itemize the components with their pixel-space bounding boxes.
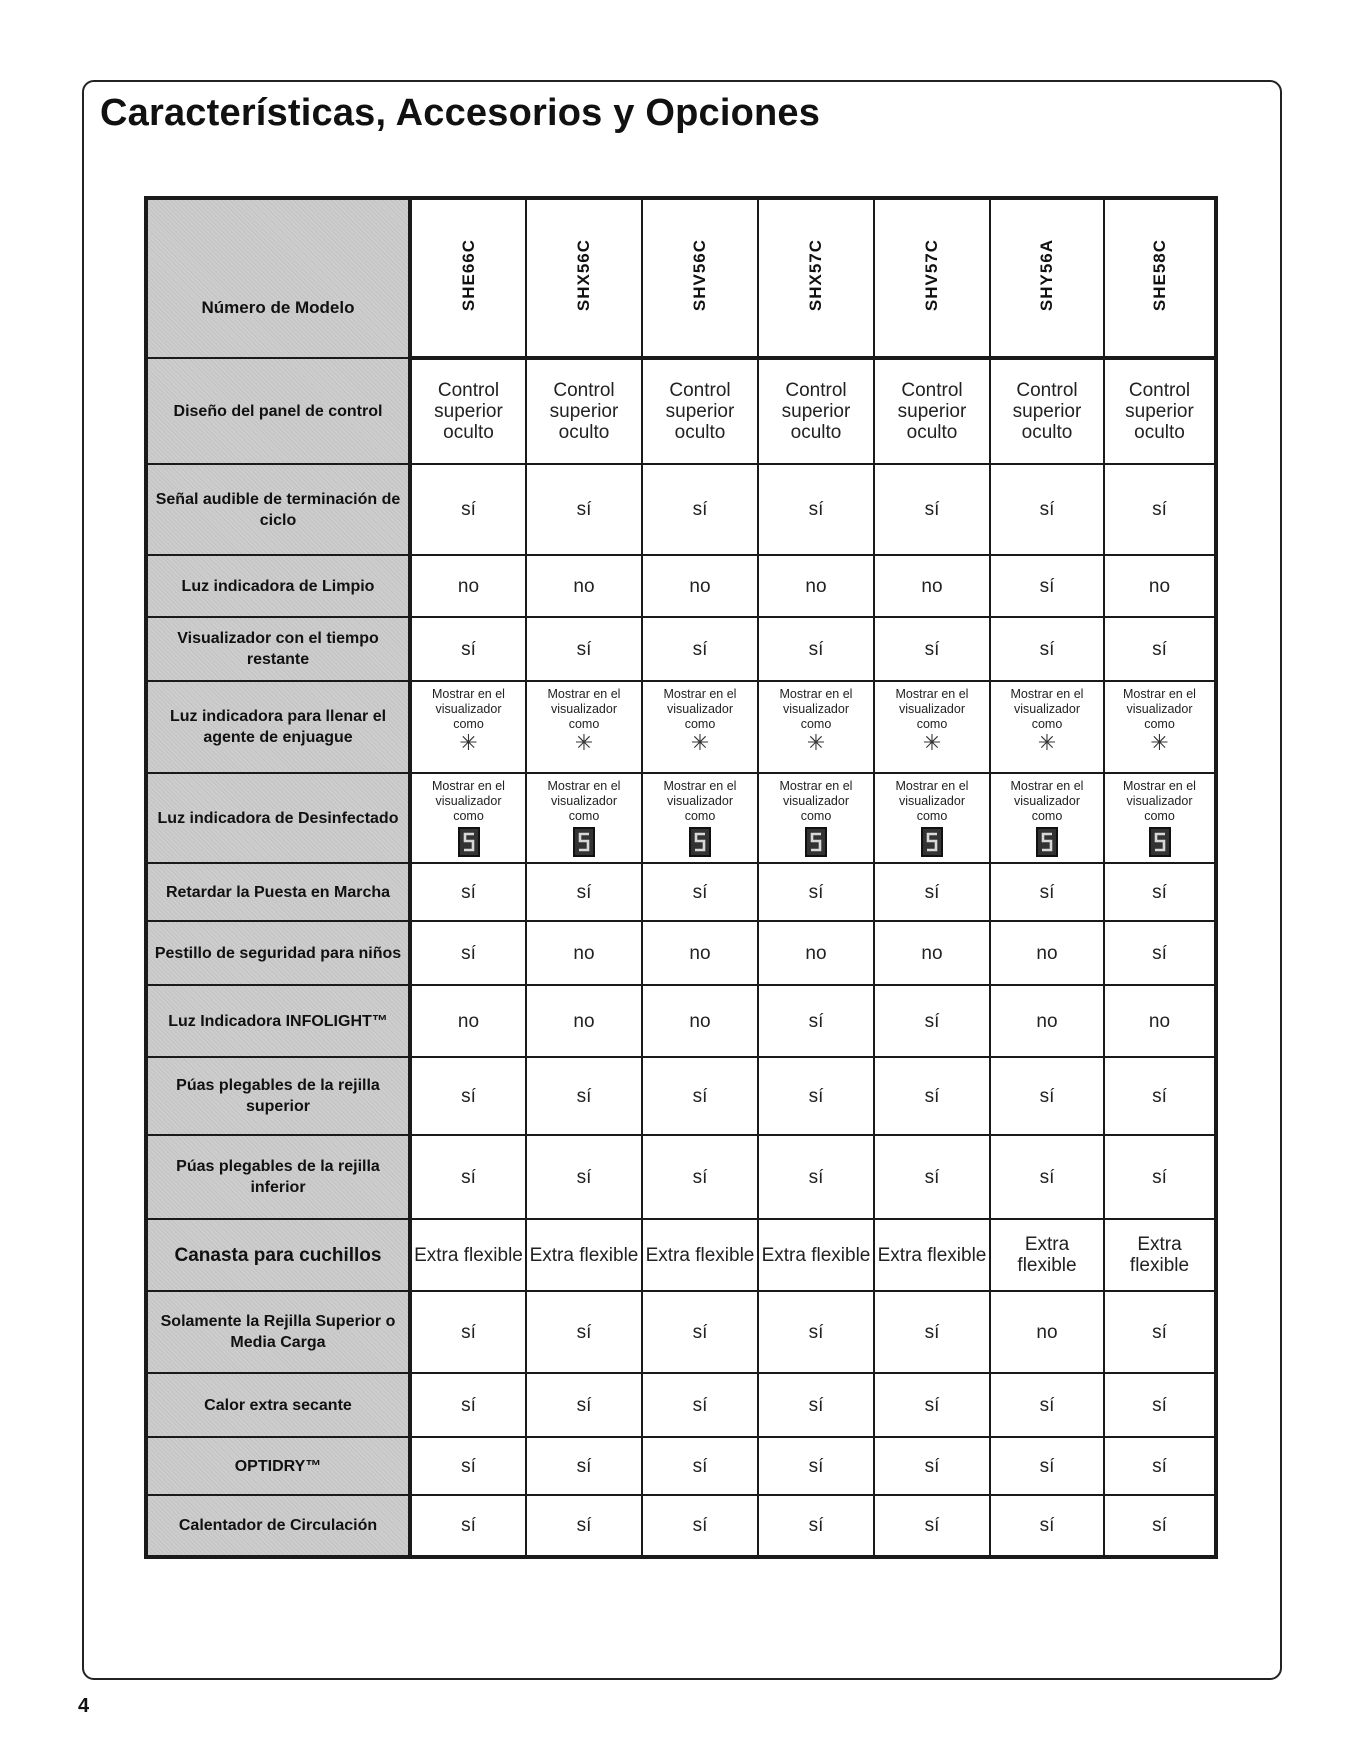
feature-row-luz-indicadora-de-limpio	[146, 555, 1216, 617]
model-she66c	[410, 198, 526, 358]
feature-label: Solamente la Rejilla Superior o Media Carga	[146, 1291, 410, 1373]
feature-row-calor-extra-secante	[146, 1373, 1216, 1437]
feature-value-text: Mostrar en el visualizador como	[895, 779, 969, 823]
model-number: SHX57C	[806, 239, 825, 312]
feature-value: sí	[990, 1135, 1104, 1219]
snowflake-icon: ✳	[1037, 730, 1057, 755]
feature-value-text: Mostrar en el visualizador como	[1010, 779, 1084, 823]
feature-label: Pestillo de seguridad para niños	[146, 921, 410, 985]
feature-value: sí	[990, 1373, 1104, 1437]
feature-row-diseno-del-panel-de-control	[146, 358, 1216, 464]
feature-value-text: Mostrar en el visualizador como	[1123, 779, 1196, 823]
page-number: 4	[78, 1695, 90, 1717]
feature-row-pestillo-de-seguridad-para-ninos	[146, 921, 1216, 985]
feature-value: sí	[410, 1437, 526, 1495]
feature-value-text: Mostrar en el visualizador como	[1010, 687, 1084, 731]
feature-value-text: Mostrar en el visualizador como	[1123, 687, 1196, 731]
feature-value: sí	[1104, 464, 1216, 555]
features-table	[144, 196, 1218, 1559]
feature-value: sí	[758, 1057, 874, 1135]
feature-value: sí	[410, 617, 526, 681]
sanitize-s-icon	[805, 827, 827, 857]
feature-value: Control superior oculto	[874, 358, 990, 464]
feature-value	[758, 681, 874, 773]
feature-value: sí	[874, 464, 990, 555]
feature-value: no	[642, 985, 758, 1057]
feature-row-optidry	[146, 1437, 1216, 1495]
feature-row-solamente-la-rejilla-superior-o-media-carga	[146, 1291, 1216, 1373]
feature-row-senal-audible-de-terminacion-de-ciclo	[146, 464, 1216, 555]
feature-value: sí	[1104, 863, 1216, 921]
feature-value	[410, 773, 526, 863]
snowflake-icon: ✳	[574, 730, 594, 755]
feature-value: sí	[990, 1495, 1104, 1557]
sanitize-s-icon	[1149, 827, 1171, 857]
feature-value: no	[758, 921, 874, 985]
features-body	[146, 358, 1216, 1557]
feature-value: sí	[410, 1291, 526, 1373]
feature-value: Control superior oculto	[642, 358, 758, 464]
feature-value: sí	[874, 617, 990, 681]
model-number: SHE58C	[1149, 239, 1169, 312]
feature-value: Extra flexible	[1104, 1219, 1216, 1291]
feature-value: sí	[874, 1495, 990, 1557]
feature-value: sí	[990, 863, 1104, 921]
feature-value: sí	[526, 1291, 642, 1373]
feature-value: Extra flexible	[990, 1219, 1104, 1291]
feature-value: no	[410, 555, 526, 617]
feature-value-text: Mostrar en el visualizador como	[547, 687, 621, 731]
feature-value: sí	[526, 1373, 642, 1437]
feature-value: sí	[758, 617, 874, 681]
feature-value-text: Mostrar en el visualizador como	[663, 687, 737, 731]
feature-value: sí	[874, 1373, 990, 1437]
feature-value: sí	[642, 1057, 758, 1135]
model-number-label: Número de Modelo	[146, 198, 410, 358]
feature-label: Luz indicadora para llenar el agente de enjuague	[146, 681, 410, 773]
feature-value: sí	[410, 1135, 526, 1219]
feature-value	[1104, 773, 1216, 863]
model-shx56c	[526, 198, 642, 358]
feature-value: sí	[410, 1495, 526, 1557]
model-number: SHV57C	[922, 239, 941, 312]
feature-value	[642, 773, 758, 863]
feature-row-visualizador-con-el-tiempo-restante	[146, 617, 1216, 681]
feature-value: sí	[526, 617, 642, 681]
feature-value: sí	[410, 1373, 526, 1437]
feature-value: sí	[526, 1057, 642, 1135]
feature-value: sí	[758, 1291, 874, 1373]
feature-value: Extra flexible	[758, 1219, 874, 1291]
feature-label: Visualizador con el tiempo restante	[146, 617, 410, 681]
feature-value-text: Mostrar en el visualizador como	[895, 687, 969, 731]
feature-value: sí	[1104, 617, 1216, 681]
feature-value: sí	[1104, 921, 1216, 985]
model-shv57c	[874, 198, 990, 358]
feature-value: no	[410, 985, 526, 1057]
feature-value: sí	[874, 863, 990, 921]
model-shv56c	[642, 198, 758, 358]
feature-row-luz-indicadora-para-llenar-el-agente-de-enjuague	[146, 681, 1216, 773]
feature-value: Extra flexible	[526, 1219, 642, 1291]
feature-value: sí	[410, 863, 526, 921]
feature-value-text: Mostrar en el visualizador como	[432, 687, 505, 731]
feature-value-text: Mostrar en el visualizador como	[779, 779, 853, 823]
feature-value: no	[642, 555, 758, 617]
feature-value: no	[1104, 985, 1216, 1057]
feature-value	[758, 773, 874, 863]
feature-value: no	[758, 555, 874, 617]
feature-value: sí	[642, 464, 758, 555]
feature-value: sí	[1104, 1495, 1216, 1557]
model-shy56a	[990, 198, 1104, 358]
feature-value: sí	[758, 1373, 874, 1437]
feature-value: no	[874, 555, 990, 617]
feature-value: sí	[874, 985, 990, 1057]
feature-value	[526, 773, 642, 863]
feature-value: no	[990, 985, 1104, 1057]
model-number: SHV56C	[690, 239, 709, 312]
feature-label: Diseño del panel de control	[146, 358, 410, 464]
feature-value: sí	[874, 1291, 990, 1373]
model-shx57c	[758, 198, 874, 358]
feature-value: sí	[874, 1437, 990, 1495]
feature-value: no	[526, 985, 642, 1057]
feature-value: no	[526, 555, 642, 617]
feature-value: no	[990, 1291, 1104, 1373]
snowflake-icon: ✳	[922, 730, 942, 755]
feature-value-text: Mostrar en el visualizador como	[547, 779, 621, 823]
feature-value	[990, 773, 1104, 863]
feature-value: sí	[1104, 1057, 1216, 1135]
model-she58c	[1104, 198, 1216, 358]
feature-value: Extra flexible	[410, 1219, 526, 1291]
feature-value: sí	[642, 1373, 758, 1437]
feature-value: Control superior oculto	[758, 358, 874, 464]
feature-row-puas-plegables-de-la-rejilla-superior	[146, 1057, 1216, 1135]
snowflake-icon: ✳	[806, 730, 826, 755]
sanitize-s-icon	[1036, 827, 1058, 857]
feature-label: Canasta para cuchillos	[146, 1219, 410, 1291]
feature-value	[1104, 681, 1216, 773]
feature-row-canasta-para-cuchillos	[146, 1219, 1216, 1291]
feature-value: sí	[758, 1495, 874, 1557]
feature-value-text: Mostrar en el visualizador como	[779, 687, 853, 731]
feature-value: sí	[990, 555, 1104, 617]
feature-value: sí	[758, 1437, 874, 1495]
feature-value: sí	[1104, 1437, 1216, 1495]
feature-value: sí	[1104, 1291, 1216, 1373]
snowflake-icon: ✳	[690, 730, 710, 755]
feature-row-calentador-de-circulacion	[146, 1495, 1216, 1557]
feature-value	[642, 681, 758, 773]
feature-label: Señal audible de terminación de ciclo	[146, 464, 410, 555]
feature-label: OPTIDRY™	[146, 1437, 410, 1495]
sanitize-s-icon	[458, 827, 480, 857]
feature-value: sí	[1104, 1373, 1216, 1437]
sanitize-s-icon	[921, 827, 943, 857]
feature-value: sí	[642, 1437, 758, 1495]
feature-label: Calor extra secante	[146, 1373, 410, 1437]
feature-value: sí	[642, 863, 758, 921]
feature-value: no	[1104, 555, 1216, 617]
feature-value	[526, 681, 642, 773]
feature-row-puas-plegables-de-la-rejilla-inferior	[146, 1135, 1216, 1219]
feature-value-text: Mostrar en el visualizador como	[432, 779, 505, 823]
feature-row-retardar-la-puesta-en-marcha	[146, 863, 1216, 921]
feature-value: sí	[526, 863, 642, 921]
feature-value	[874, 773, 990, 863]
feature-value: sí	[990, 1057, 1104, 1135]
feature-value: Control superior oculto	[410, 358, 526, 464]
feature-value: sí	[642, 1495, 758, 1557]
feature-value: Extra flexible	[642, 1219, 758, 1291]
feature-value	[410, 681, 526, 773]
feature-value: Control superior oculto	[526, 358, 642, 464]
model-number: SHY56A	[1037, 239, 1056, 312]
feature-row-luz-indicadora-infolight	[146, 985, 1216, 1057]
page-title: Características, Accesorios y Opciones	[100, 92, 821, 134]
feature-value: sí	[758, 464, 874, 555]
model-number: SHE66C	[458, 239, 478, 312]
feature-label: Calentador de Circulación	[146, 1495, 410, 1557]
feature-value: sí	[990, 464, 1104, 555]
feature-value: sí	[642, 1291, 758, 1373]
feature-value: sí	[410, 464, 526, 555]
feature-label: Luz indicadora de Desinfectado	[146, 773, 410, 863]
feature-value: sí	[874, 1057, 990, 1135]
feature-value: sí	[1104, 1135, 1216, 1219]
feature-value: sí	[526, 1495, 642, 1557]
sanitize-s-icon	[689, 827, 711, 857]
feature-value: sí	[874, 1135, 990, 1219]
feature-value: sí	[990, 1437, 1104, 1495]
feature-value: no	[642, 921, 758, 985]
feature-value: no	[526, 921, 642, 985]
feature-value	[874, 681, 990, 773]
feature-label: Luz Indicadora INFOLIGHT™	[146, 985, 410, 1057]
feature-value: sí	[526, 464, 642, 555]
feature-value: sí	[990, 617, 1104, 681]
snowflake-icon: ✳	[459, 730, 478, 755]
feature-value: sí	[758, 1135, 874, 1219]
feature-label: Retardar la Puesta en Marcha	[146, 863, 410, 921]
feature-value: sí	[642, 1135, 758, 1219]
feature-label: Luz indicadora de Limpio	[146, 555, 410, 617]
feature-value: Control superior oculto	[1104, 358, 1216, 464]
feature-value: Extra flexible	[874, 1219, 990, 1291]
feature-row-luz-indicadora-de-desinfectado	[146, 773, 1216, 863]
feature-value: sí	[410, 1057, 526, 1135]
feature-value: sí	[642, 617, 758, 681]
sanitize-s-icon	[573, 827, 595, 857]
feature-label: Púas plegables de la rejilla inferior	[146, 1135, 410, 1219]
feature-value: no	[990, 921, 1104, 985]
feature-value: no	[874, 921, 990, 985]
feature-value: sí	[526, 1135, 642, 1219]
snowflake-icon: ✳	[1150, 730, 1169, 755]
feature-value-text: Mostrar en el visualizador como	[663, 779, 737, 823]
model-header-row	[146, 198, 1216, 358]
feature-label: Púas plegables de la rejilla superior	[146, 1057, 410, 1135]
feature-value: sí	[526, 1437, 642, 1495]
feature-value: sí	[758, 863, 874, 921]
model-number: SHX56C	[574, 239, 593, 312]
feature-value: sí	[410, 921, 526, 985]
feature-value: Control superior oculto	[990, 358, 1104, 464]
feature-value: sí	[758, 985, 874, 1057]
feature-value	[990, 681, 1104, 773]
